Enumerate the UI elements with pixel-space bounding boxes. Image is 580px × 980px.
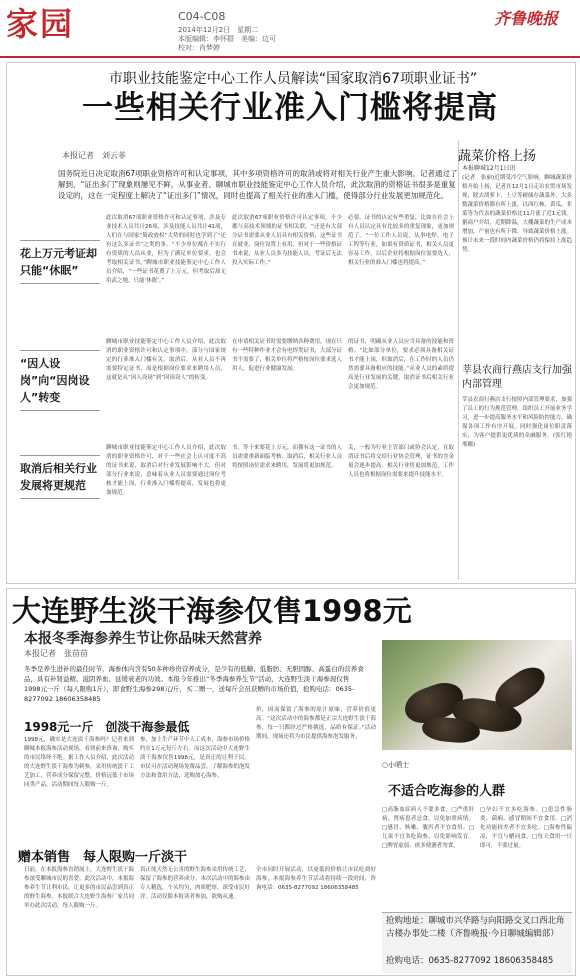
story2-body3: 价，因而保留了海参的原汁原味，营养价值更高。“这次活动中的海参都是正宗大连野生淡干海参，每一只都经过严格挑选，品质有保证。”活动期间，现场还将为市民提供海参泡发服务。	[256, 707, 376, 740]
proofreader-credit: 校对：肖梦婷	[178, 44, 220, 52]
story2-body6: 全市同时开展活动，以更低的价格让市民吃到好海参，本报海参养生节活动将持续一段时间，咨询电话：0635-8277092 18606358485	[256, 867, 376, 891]
story2-byline: 本报记者 张苗苗	[24, 649, 88, 658]
subhead-certificates: 花上万元考证却只能“休眠”	[20, 240, 100, 284]
story1-col7: 聊城市职业技能鉴定中心工作人员介绍，此次取消的职业资格许可，对于一些社会上认可度不高的证书来说，取消后对行业发展影响不大，但对部分行业来说，意味着从业人员需要通过岗位考核才能上岗，行业准入门槛将提高，发展也将更加规范。	[106, 445, 226, 496]
issue-date: 2014年12月2日 星期二	[178, 26, 259, 34]
tips-box	[382, 760, 572, 912]
story1-col2: 此次取消67项职业资格许可认定事项，不少都与高技术领域的证书相关联。“还是有大部分证书需要从业人员具有相关资格，这些证书在就业、岗位设置上有用，但对于一些资格证书来说，从业人员多为技能人员，考证后无法投入实际工作。”	[232, 215, 343, 266]
side-story1-byline: 本报聊城12月1日讯	[462, 165, 516, 172]
photo-caption: ○小晒士	[382, 761, 410, 769]
story2-body5: 真正纯天然无公害的野生海参采用传统工艺，保留了海参的营养成分。本次活动中的海参由专人精选，个头均匀，肉质肥厚，深受市民好评。活动仅限本报读者参加，欲购从速。	[140, 867, 251, 900]
newspaper-brand: 齐鲁晚报	[494, 9, 559, 28]
story2-subhead-limit: 赠本销售 每人限购一斤淡干	[18, 850, 188, 865]
purchase-phone: 抢购电话：0635-8277092 18606358485	[386, 956, 554, 966]
story2-intro: 冬季是养生进补的最佳时节，海参体内含有50多种珍贵营养成分，是少有的低糖、低脂肪、无胆固醇、高蛋白的营养食品，具有补肾益精、滋阴养血、延缓衰老的功效。本报今年推出“冬季海参养生节”活动，大连野生淡干海参现仅售1998元一斤（每人限购1斤），即食野生海参298元/斤，买二赠一，送每斤会员获赠的市场价值，抢购电话：0635-8277092 18606358485	[24, 665, 364, 703]
side-story2-body: 莘县农商行燕店支行按照内部管理要求，加强了员工的行为规范管理，组织员工开展业务学习，进一步提高服务水平和风险防控能力，确保各项工作有序开展，同时强化岗位职责落实，为客户提供更优质的金融服务。(张红艳 邢娜)	[462, 397, 578, 448]
tips-left: □高脂血症病人不要多食。□严重肝病、肾病患者忌食，以免加重病情。□感冒、咳嗽、腹泻者不宜食用。□儿童不宜多吃海参，以免影响发育。□脾胃虚弱、痰多便溏者勿食。	[382, 807, 474, 849]
purchase-address: 抢购地址：聊城市兴华路与向阳路交叉口西北角古楼办事处二楼（齐鲁晚报·今日聊城编辑部）	[386, 916, 565, 939]
side-story1-title: 蔬菜价格上扬	[458, 149, 537, 164]
section-logo: 家园	[6, 5, 75, 43]
story2-headline: 大连野生淡干海参仅售1998元	[12, 594, 412, 628]
story1-lead: 国务院近日决定取消67项职业资格许可和认定事项，其中多项资格许可的取消或将对相关行业产生重大影响。记者通过了解到，“证出多门”现象则屡见不鲜，从事业者、聊城市职业技能鉴定中心工作人员介绍，此次取消的资格证书很多是重复设定的，这在一定程度上解决了“证出多门”情况，同时也提高了相关行业的准入门槛，使得部分行业发展更加规范化。	[58, 169, 458, 200]
story1-col5: 在申请相关证书时需要缴纳各种费用，现在只有一些特种作业才会有电焊类证书，大部分证书不需要了，相关单位将严格按岗位要求选人用人，促进行业健康发展。	[232, 339, 343, 372]
subhead-positions: “因人设岗”向“因岗设人”转变	[20, 350, 100, 411]
story1-col9: 关，一般为行业主管部门或协会认定，在取消证书后将交给行业协会管理，证书的含金量会逐步提高，相关行业将更加规范，工作人员也将根据岗位需要来提升技能水平。	[348, 445, 454, 478]
page-range: C04-C08	[178, 10, 226, 23]
story1-col6: 的证书，明确从业人员应当具备的技能和资格。“比如部分单位，要求必须具备相关证书才能上岗，但取消后，在工作时的人员仍然需要具备相应的技能。”从业人员的素质提高是行业发展的关键，取消证书后相关行业会更加规范。	[348, 339, 454, 390]
story1-col8: 书。等于来要花上万元，而拥有这一证书的人员需要重新面临考核，取消后，相关行业人员将按照岗位需求来聘用，发展将更加规范。	[232, 445, 343, 469]
side-story1-body: (记者 张丽)近期受冷空气影响，聊城蔬菜价格开始上扬，记者在12月1日走访农贸市场发现，除去胡萝卜、土豆等耐储存蔬菜外，大多数蔬菜价格都有所上涨，以西红柿、黄瓜、韭菜等为代表的蔬菜价格比11月涨了近1元钱。据商户介绍，近期降温，大棚蔬菜的生产成本增加，产量也有所下降，导致蔬菜价格上涨。预计未来一段时间内蔬菜价格仍将保持上涨趋势。	[462, 175, 573, 253]
story1-col1: 此次取消67项职业资格许可和认定事项，涉及专业技术人员共计26项，涉及技能人员共计41项，人们在与国家“简政放权”大势的同时也学到了“还有这么多证书”之类的事。“不少单位都在不实行有资质的人员从业，但为了满足单位要求，也会考取相关证书。”聊城市职业技能鉴定中心工作人员介绍，“一些证书花费了上万元，但考取后却无用武之地，只能‘休眠’。”	[106, 215, 226, 284]
sea-cucumber-photo	[382, 640, 572, 750]
editor-credit: 本版编辑：李怀群 美编：边可	[178, 35, 276, 43]
masthead	[0, 0, 580, 58]
story1-byline: 本报记者 刘云菲	[62, 151, 126, 160]
story2-subhead-price: 1998元一斤 创淡干海参最低	[24, 720, 190, 734]
story1-col3: 必要，证书的认定有些重复，比如在社会上有人员认定具有比较多的重复现象，更加规范了。“一位工作人员说，从事电焊、电子工程等行业，如果有资质证书，相关人员更容易工作，以后企业将根据岗位需要选人，相关行业的准入门槛也将提高。”	[348, 215, 454, 266]
side-story2-title: 莘县农商行燕店支行加强内部管理	[462, 365, 572, 390]
story1-subtitle: 市职业技能鉴定中心工作人员解读“国家取消67项职业证书”	[108, 71, 478, 87]
masthead-meta	[178, 26, 276, 53]
tips-right: □孕妇不宜多吃海参。□患急性肠炎、菌痢、感冒期间不宜食用。□消化功能较差者不宜多吃。□海参性偏凉，不宜与醋同食。□每天食用一只即可，不要过量。	[480, 807, 572, 849]
column-divider	[458, 140, 459, 580]
subhead-regulation: 取消后相关行业发展将更规范	[20, 455, 100, 499]
story1-col4: 聊城市职业技能鉴定中心工作人员介绍，此次取消的职业资格许可和认定事项中，部分与国家规定的行业准入门槛有关，取消后，从业人员不再需要特定证书，而是根据岗位要求来聘用人员，这就是从“因人设岗”到“因岗设人”的转变。	[106, 339, 226, 381]
story2-body2: 参，加上生产环节中人工成本，海参市场价格约在1万元每斤左右。而这次活动中大连野生淡干海参仅售1998元，是真正的让利于民。市民可在活动现场免费品尝，了解海参的泡发方法和食用方法，选购放心海参。	[140, 737, 251, 779]
purchase-info	[382, 912, 572, 973]
story2-body1: 1998元，确实是大连淡干海参吗？记者来到聊城本报海参活动现场，看到前来咨询、购买的市民络绎不绝。据工作人员介绍，此次活动的大连野生淡干海参为刺参，采用传统淡干工艺加工，营养成分保留完整，价格远低于市场同类产品，活动期间每人限购一斤。	[24, 737, 135, 788]
tips-title: 不适合吃海参的人群	[388, 784, 506, 799]
story2-body4: 日前，在本报海参直销展上，大连野生淡干海参深受聊城市民的喜爱。此次活动中，本报海参养生节让利市民，让更多的市民品尝到真正的野生海参。本报联合大连野生海参厂家共同举办此次活动，每人限购一斤。	[24, 867, 135, 909]
story2-subtitle: 本报冬季海参养生节让你品味天然营养	[24, 631, 262, 647]
story1-headline: 一些相关行业准入门槛将提高	[82, 90, 498, 126]
